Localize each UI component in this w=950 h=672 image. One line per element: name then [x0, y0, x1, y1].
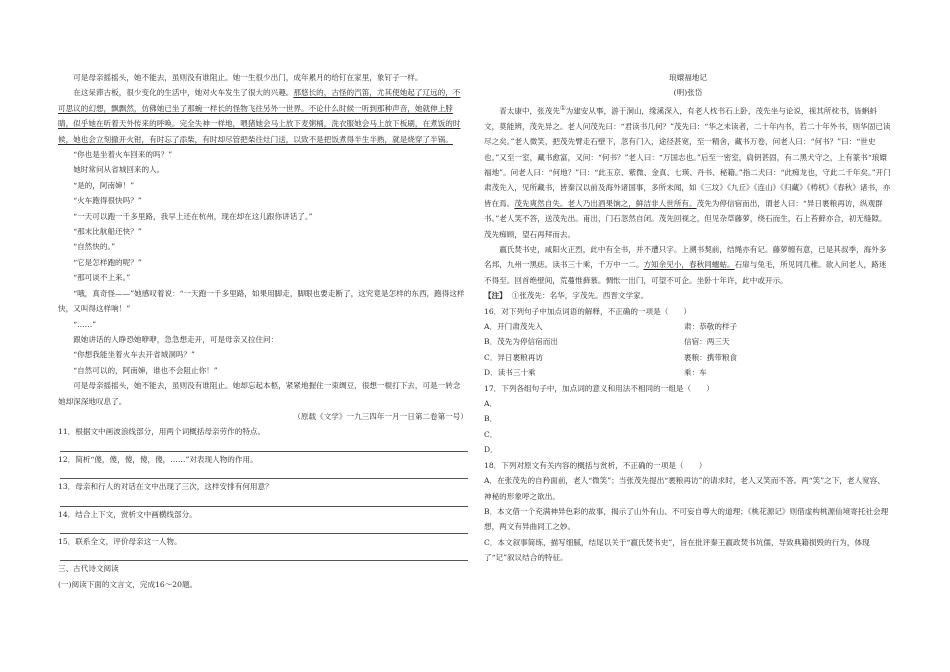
question-14: 14．结合上下文，赏析文中画横线部分。 [58, 509, 197, 519]
option-b[interactable]: B．本文借一个充满神异色彩的故事，揭示了山外有山、不可妄自尊大的道理；《桃花源记》则借虚构桃源仙境寄托社会理想，两文有异曲同工之妙。 [484, 506, 889, 532]
passage-author: (明)张岱 [673, 88, 703, 98]
dialogue-line: “你想我能坐着火车去开省城洞吗？” [73, 350, 195, 360]
left-column [58, 70, 468, 592]
option-a[interactable]: A．开门肃茂先入 肃：恭敬的样子 [484, 322, 738, 332]
dialogue-line: “一天可以跑一千多里路，我早上还在杭州，现在却在这儿跟你讲话了。” [73, 211, 313, 221]
passage-paragraph: 晋太康中，张茂先①为建安从事，游于洞山，缘溪深入，有老人枕书石上卧，茂先坐与论说，视其所枕书，皆蝌蚪文，莫能辨，茂先异之。老人问茂先曰：“君读书几何？”茂先曰：“华之未读者，二十年内书，若二十年外书，则华固已读尽之矣。”老人微笑，把茂先臂走石壁下，忽有门入，途径甚宽，至一精舍，藏书万卷，问老人曰：“何书？”曰：“世史也。”又至一室，藏书愈富，又问：“何书？”老人曰：“万国志也。”后至一密室，扃钥甚固，有二黑犬守之，上有篆书“琅嬛福地”。问老人曰：“何地？”曰：“此玉京、紫微、金真、七瑛、丹书、秘籍。”指二犬曰：“此痴龙也，守此二千年矣。”开门肃茂先入，见所藏书，皆秦汉以前及海外诸国事，多所未闻，如《三坟》《九丘》《连山》《归藏》《梼杌》《春秋》诸书，亦皆在焉。茂先爽然自失。老人乃出酒果饷之，鲜洁非人世所有。茂先为停信宿而出，谓老人曰：“异日裹粮再访，纵观群书。”老人笑不答，送茂先出。甫出，门石忽然自闭。茂先回视之，但见杂草藤萝，绕石而生，石上苔藓亦合，初无缝隙。茂先痴顾，望石再拜而去。 [484, 104, 891, 239]
dialogue-line: “那末比航船还快？” [73, 227, 142, 237]
question-15: 15．联系全文，评价母亲这一人物。 [58, 536, 182, 546]
footnote-marker: ① [559, 104, 566, 112]
text-span: 在这呆滞古板，很少变化的生活中，她对火车发生了很大的兴趣。 [73, 88, 294, 98]
dialogue-line: “火车跑得很快吗？” [73, 196, 142, 206]
dialogue-line: “哦，真奇怪——”她感叹着说：“一天跑一千多里路，如果用脚走，脚眼也要走断了，这究竟是怎样的东西，跑得这样快，又叫得这样响！” [58, 288, 465, 314]
dialogue-line: “……” [73, 319, 97, 329]
option-a[interactable]: A． [484, 399, 498, 409]
answer-line[interactable] [58, 522, 468, 534]
dialogue-line: “自然可以的，阿南婶，谁也不会阻止你！” [73, 365, 218, 375]
option-c[interactable]: C．本文叙事简练，描写细腻，结尾以关于“嬴氏焚书史”，旨在批评秦王嬴政焚书坑儒，导致典籍损毁的行为，体现了“记”叙议结合的特征。 [484, 537, 870, 563]
dialogue-line: “自然快的。” [73, 242, 116, 252]
underlined-sentence: 茂先爽然自失。老人乃出酒果饷之，鲜洁非人世所有。 [514, 198, 697, 208]
dialogue-line: “那可谈不上来。” [73, 273, 131, 283]
wavy-underlined-text: 那悠长的，古怪的汽笛，尤其使她起了辽远的，不可思议的幻想，飘飘然，仿佛她已坐了那蜿一样长的怪物飞往另外一世界。不论什么时候一听到那种声音，她就伸上脖睛，似乎她在听着天外传来的呼唤。完全失神一样地，喂猪她会马上放下麦粥桶，洗衣服她会马上放下板刷，在煮饭的时候，她也会立刻撤开火钳，有时忘了添柴，有时却尽管把柴往灶门送，以致不是把饭煮得半生半熟，就是烧穿了半锅。 [58, 88, 461, 144]
dialogue-line: 跟她讲话的人睁恐她咿咿，急急想走开，可是母亲又拉住问： [73, 334, 279, 344]
question-11: 11．根据文中画波浪线部分，用两个词概括母亲劳作的特点。 [58, 427, 266, 437]
option-b[interactable]: B．茂先为停信宿而出 信宿：两三天 [484, 337, 730, 347]
dialogue-line: “是的，阿南婶！” [73, 180, 135, 190]
option-d[interactable]: D． [484, 445, 498, 455]
dialogue-line: 她时常问从省城回来的人。 [73, 165, 165, 175]
option-a[interactable]: A．在张茂先的自矜面前，老人“微笑”；当张茂先提出“裹粮再访”的请求时，老人又笑而不答。两“笑”之下，老人宽容、神秘的形象呼之欲出。 [484, 476, 885, 501]
section-heading: 三、古代诗文阅读 [58, 564, 119, 574]
question-17: 17．下列各组句子中，加点词的意义和用法不相同的一组是（ ） [484, 383, 714, 393]
question-18: 18．下列对原文有关内容的概括与赏析，不正确的一项是（ ） [484, 460, 707, 470]
dialogue-line: “你也是坐着火车回来的吗？” [73, 150, 173, 160]
option-c[interactable]: C． [484, 429, 498, 439]
answer-line[interactable] [58, 440, 468, 452]
question-13: 13．母亲和行人的对话在文中出现了三次，这样安排有何用意？ [58, 482, 273, 492]
dialogue-line: 可是母亲摇摇头，她不能去，虽则没有谁阻止。她却忘起本柩，紧紧地握住一束绸豆，很想一棍打下去，可是一转念她却深深地叹息了。 [58, 381, 461, 406]
option-b[interactable]: B． [484, 414, 498, 424]
passage-poem: 嬴氏焚书史，咸阳火正烈，此中有全书，并不遭只字。上溯书契前，结绳亦有记。藤萝缠有意，已是其叔季，海外多名邦，九州一黑痣。读书三十乘，千万中一二。方知余见小，春秋同蟪蛄。石扉与兔毛，所见同几稚。欲入问老人，路迷不得至。回首绝壁间，荒蔓惟藓慕。惆怅一出门，可望不可企。坐卧十年许，此中或开示。 [484, 245, 887, 285]
right-column [484, 70, 892, 566]
answer-line[interactable] [58, 495, 468, 507]
paragraph: 可是母亲摇摇头，她不能去，虽则没有谁阻止。她一生很少出门，成年累月的给钉在家里，象钉子一样。 [73, 73, 423, 82]
question-16: 16．对下列句子中加点词语的解释，不正确的一项是（ ） [484, 306, 692, 316]
section-subheading: (一)阅读下面的文言文，完成16～20题。 [58, 579, 198, 589]
question-12: 12．简析“傻，傻，傻，傻，傻，……”对表现人物的作用。 [58, 454, 258, 464]
option-d[interactable]: D．读书三十乘 乘：车 [484, 368, 707, 378]
option-c[interactable]: C．异日裹粮再访 裹粮：携带粮食 [484, 352, 738, 362]
passage-title: 琅嬛福地记 [669, 73, 707, 82]
annotation: 【注】 ①张茂先：名华，字茂先。西晋文学家。 [484, 291, 649, 301]
answer-line[interactable] [58, 467, 468, 479]
paragraph [58, 85, 468, 147]
underlined-sentence: 方知余见小，春秋同蟪蛄。 [643, 260, 735, 270]
answer-line[interactable] [58, 549, 468, 561]
source-citation: （原载《文学》一九三四年一月一日第二卷第一号） [293, 411, 468, 421]
note-label: 【注】 [484, 291, 507, 301]
dialogue-line: “它是怎样跑的呢？” [73, 257, 142, 267]
